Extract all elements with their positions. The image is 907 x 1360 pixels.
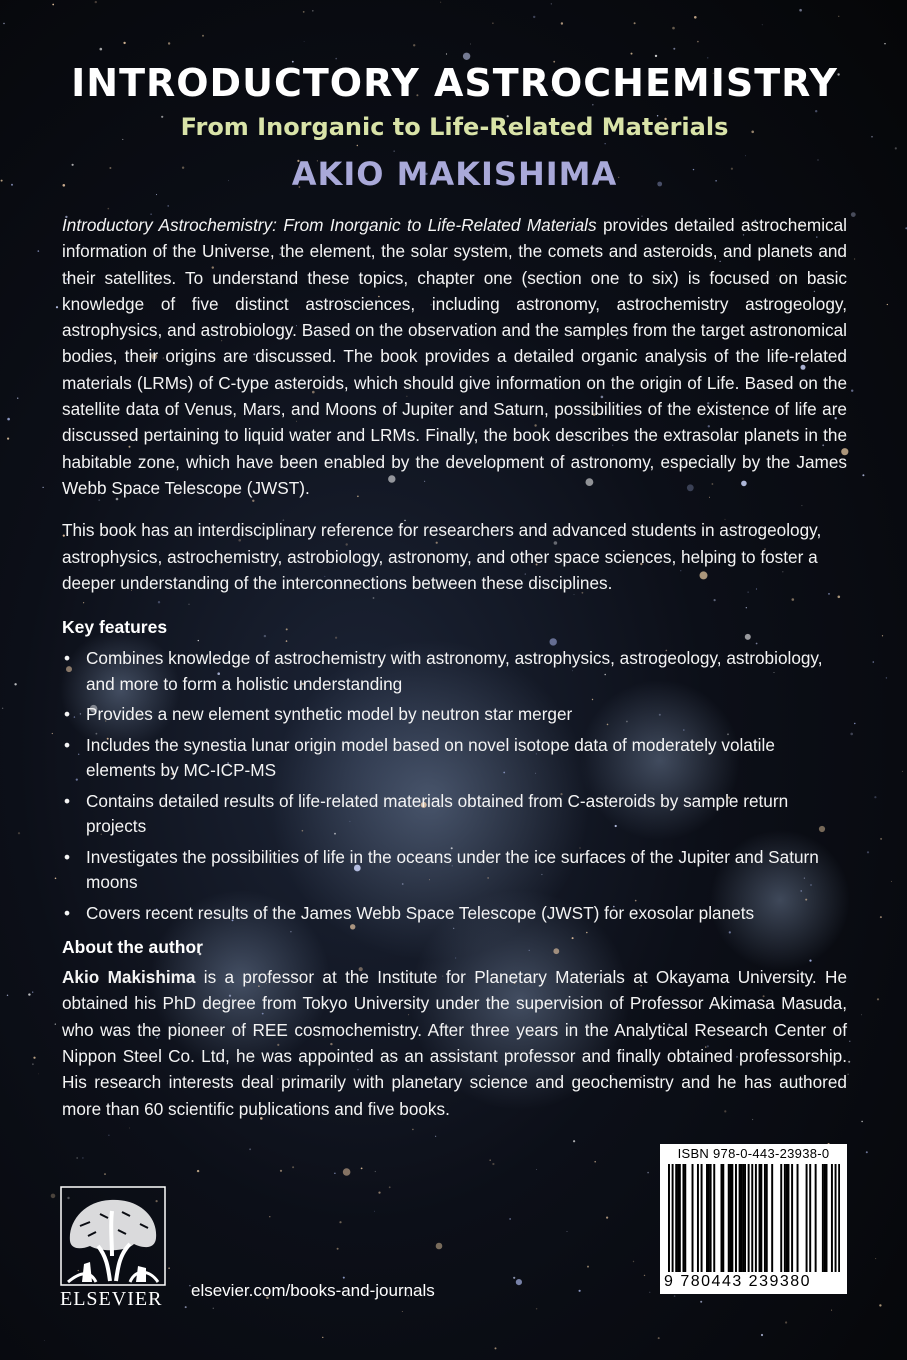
star <box>866 1151 868 1153</box>
star <box>470 44 471 45</box>
list-item: • Covers recent results of the James Webb Space Telescope (JWST) for exosolar planets <box>62 901 847 927</box>
star <box>123 42 125 44</box>
barcode-bar <box>701 1164 703 1272</box>
star <box>202 35 204 37</box>
star <box>886 677 887 678</box>
star <box>52 4 54 6</box>
star <box>799 9 802 12</box>
star <box>634 22 636 24</box>
publisher-website: elsevier.com/books-and-journals <box>191 1281 435 1300</box>
star <box>867 851 869 853</box>
star <box>672 27 675 30</box>
star <box>561 22 563 24</box>
bullet-icon: • <box>64 902 71 923</box>
star <box>213 1308 214 1309</box>
barcode-bar <box>822 1164 824 1272</box>
star <box>838 16 839 17</box>
barcode-bar <box>684 1164 686 1272</box>
star <box>337 1248 339 1250</box>
star <box>489 1159 491 1161</box>
bullet-icon: • <box>64 846 71 867</box>
star <box>633 1261 634 1262</box>
barcode-bar <box>730 1164 732 1272</box>
star <box>269 1216 270 1217</box>
description-paragraph-2: This book has an interdisciplinary reference for researchers and advanced students in astrogeology, astrophysics, astrochemistry, astrobiology, astronomy, and other space sciences, helping to foster a deeper understanding of the interconnections between these disciplines. <box>62 520 822 593</box>
barcode-bars <box>668 1164 840 1272</box>
barcode-bar <box>755 1164 757 1272</box>
bullet-icon: • <box>64 704 71 725</box>
barcode-bar <box>722 1164 724 1272</box>
star <box>573 1140 575 1142</box>
description-paragraph-1 <box>62 212 847 501</box>
list-item: • Includes the synestia lunar origin model based on novel isotope data of moderately volatile elements by MC-ICP-MS <box>64 734 775 781</box>
star <box>312 10 314 12</box>
author-bio-name: Akio Makishima <box>62 967 196 988</box>
star <box>18 832 20 834</box>
star <box>647 1172 649 1174</box>
barcode-bar <box>766 1164 768 1272</box>
barcode-bar <box>751 1164 753 1272</box>
star <box>495 1347 497 1349</box>
star <box>55 878 57 880</box>
star <box>303 11 305 13</box>
barcode-bar <box>791 1164 793 1272</box>
star <box>343 1277 345 1279</box>
barcode-digits: 9 780443 239380 <box>664 1273 812 1290</box>
star <box>168 42 170 44</box>
barcode-bar <box>679 1164 681 1272</box>
barcode-bar <box>728 1164 730 1272</box>
star <box>674 1295 676 1297</box>
star <box>594 1161 596 1163</box>
star <box>28 993 30 995</box>
star <box>7 418 10 421</box>
star <box>902 771 903 772</box>
star <box>887 304 888 305</box>
star <box>168 1267 170 1269</box>
star <box>882 635 883 636</box>
star <box>873 661 875 663</box>
star <box>55 1024 56 1025</box>
star <box>884 43 885 44</box>
star <box>851 212 856 217</box>
star <box>655 55 657 57</box>
barcode-bar <box>735 1164 737 1272</box>
star <box>280 1170 282 1172</box>
star <box>536 1169 537 1170</box>
star <box>185 1306 187 1308</box>
star <box>851 390 853 392</box>
star <box>197 1170 199 1172</box>
book-title: INTRODUCTORY ASTROCHEMISTRY <box>71 61 838 105</box>
star <box>861 1121 862 1122</box>
barcode-bar <box>668 1164 670 1272</box>
star <box>895 147 897 149</box>
barcode-bar <box>731 1164 733 1272</box>
star <box>658 1337 660 1339</box>
star <box>304 41 305 42</box>
star <box>697 41 699 43</box>
star <box>343 1168 351 1176</box>
star <box>2 708 3 709</box>
star <box>854 723 855 724</box>
star <box>38 1074 39 1075</box>
list-item: • Investigates the possibilities of life in the oceans under the ice surfaces of the Jupiter and Saturn moons <box>64 846 819 893</box>
barcode-bar <box>675 1164 677 1272</box>
star <box>108 1135 109 1136</box>
barcode-bar <box>824 1164 826 1272</box>
isbn-barcode <box>660 1144 847 1294</box>
star <box>849 1041 850 1042</box>
star <box>861 1014 862 1015</box>
star <box>292 1166 294 1168</box>
list-item: • Provides a new element synthetic model by neutron star merger <box>62 702 847 728</box>
barcode-bar <box>748 1164 750 1272</box>
star <box>761 1334 763 1336</box>
barcode-bar <box>742 1164 744 1272</box>
star <box>3 23 4 24</box>
star <box>673 48 675 50</box>
barcode-bar <box>682 1164 684 1272</box>
star <box>11 184 13 186</box>
star <box>440 2 441 3</box>
star <box>847 1074 848 1075</box>
star <box>322 1337 323 1338</box>
star <box>446 53 447 54</box>
barcode-bar <box>739 1164 741 1272</box>
barcode-bar <box>835 1164 837 1272</box>
barcode-bar <box>744 1164 746 1272</box>
star <box>644 1275 645 1276</box>
isbn-label: ISBN 978-0-443-23938-0 <box>677 1146 830 1161</box>
star <box>361 1168 363 1170</box>
barcode-bar <box>760 1164 762 1272</box>
star <box>831 1310 832 1311</box>
about-author-heading: About the author <box>62 937 203 958</box>
barcode-bar <box>786 1164 788 1272</box>
star <box>7 995 8 996</box>
star <box>435 1136 436 1137</box>
star <box>587 1266 589 1268</box>
barcode-bar <box>740 1164 742 1272</box>
star <box>82 1157 83 1158</box>
star <box>492 23 493 24</box>
barcode-bar <box>826 1164 828 1272</box>
star <box>104 1173 105 1174</box>
star <box>516 1279 522 1285</box>
barcode-bar <box>697 1164 699 1272</box>
star <box>875 1258 876 1259</box>
star <box>77 1158 78 1159</box>
barcode-bar <box>771 1164 773 1272</box>
barcode-bar <box>806 1164 808 1272</box>
barcode-bar <box>764 1164 766 1272</box>
star <box>785 1321 787 1323</box>
star <box>51 1194 56 1199</box>
star <box>44 1340 45 1341</box>
author-bio-text: is a professor at the Institute for Planetary Materials at Okayama University. He obtained his PhD degree from Tokyo University under the supervision of Professor Akimasa Masuda, who was the pioneer of REE cosmochemistry. After three years in the Analytical Research Center of Nippon Steel Co. Ltd, he was appointed as an assistant professor and finally obtained professorship. His research interests deal primarily with planetary science and geochemistry and he has authored more than 60 scientific publications and five books. <box>62 967 847 1119</box>
star <box>649 1292 650 1293</box>
barcode-bar <box>759 1164 761 1272</box>
star <box>854 259 855 260</box>
star <box>129 1128 130 1129</box>
bullet-icon: • <box>64 734 71 755</box>
star <box>536 1308 537 1309</box>
star <box>862 474 864 476</box>
star <box>848 1061 850 1063</box>
star <box>100 48 103 51</box>
star <box>7 438 9 440</box>
barcode-bar <box>713 1164 715 1272</box>
star <box>374 1211 375 1212</box>
key-features-list <box>62 646 847 926</box>
star <box>891 881 892 882</box>
star <box>413 44 415 46</box>
back-cover-content <box>62 58 847 1122</box>
star <box>700 1301 702 1303</box>
barcode-bar <box>809 1164 811 1272</box>
star <box>43 487 44 488</box>
star <box>32 992 33 993</box>
star <box>513 1277 515 1279</box>
description-text: provides detailed astrochemical information of the Universe, the element, the solar system, the comets and asteroids, and planets and their satellites. To understand these topics, chapter one (section one to six) is focused on basic knowledge of five distinct astrosciences, including astronomy, astrochemistry astrogeology, astrophysics, and astrobiology. Based on the observation and the samples from the target astronomical bodies, their origins are discussed. The book provides a detailed organic analysis of the life-related materials (LRMs) of C-type asteroids, which should give information on the origin of Life. Based on the satellite data of Venus, Mars, and Moons of Jupiter and Saturn, possibilities of the existence of life are discussed pertaining to liquid water and LRMs. Finally, the book describes the extrasolar planets in the habitable zone, which have been enabled by the development of astronomy, especially by the James Webb Space Telescope (JWST). <box>62 215 848 498</box>
star <box>32 1063 34 1065</box>
star <box>436 1243 443 1250</box>
star <box>551 3 552 4</box>
barcode-bar <box>815 1164 817 1272</box>
author-bio <box>62 964 847 1122</box>
star <box>877 998 879 1000</box>
star <box>95 1 97 3</box>
list-item: • Contains detailed results of life-related materials obtained from C-asteroids by sample return projects <box>64 790 789 837</box>
list-item: • Combines knowledge of astrochemistry with astronomy, astrophysics, astrogeology, astrobiology, and more to form a holistic understanding <box>64 648 823 694</box>
star <box>402 1311 403 1312</box>
star <box>567 1231 568 1232</box>
star <box>871 136 873 138</box>
barcode-bar <box>797 1164 799 1272</box>
star <box>389 1186 391 1188</box>
star <box>509 1218 510 1219</box>
barcode-bar <box>692 1164 694 1272</box>
star <box>874 796 876 798</box>
star <box>631 53 633 55</box>
book-title-italic: Introductory Astrochemistry: From Inorganic to Life-Related Materials <box>62 215 597 235</box>
star <box>880 838 882 840</box>
star <box>334 1173 335 1174</box>
star <box>694 16 697 19</box>
star <box>33 1057 35 1059</box>
star <box>579 1290 581 1292</box>
star <box>378 1192 380 1194</box>
star <box>533 16 535 18</box>
barcode-bar <box>677 1164 679 1272</box>
star <box>17 398 18 399</box>
star <box>850 733 853 736</box>
barcode-bar <box>706 1164 708 1272</box>
barcode-bar <box>721 1164 723 1272</box>
barcode-bar <box>831 1164 833 1272</box>
star <box>52 733 53 734</box>
barcode-bar <box>787 1164 789 1272</box>
barcode-bar <box>710 1164 712 1272</box>
star <box>1 180 3 182</box>
barcode-bar <box>780 1164 782 1272</box>
star <box>880 916 882 918</box>
barcode-bar <box>672 1164 674 1272</box>
star <box>879 1304 881 1306</box>
publisher-name: ELSEVIER <box>60 1288 163 1310</box>
star <box>339 1221 341 1223</box>
bullet-icon: • <box>64 790 71 811</box>
star <box>606 1217 608 1219</box>
bullet-icon: • <box>64 648 71 669</box>
author-name: AKIO MAKISHIMA <box>291 155 618 193</box>
barcode-bar <box>784 1164 786 1272</box>
key-features-heading: Key features <box>62 617 168 638</box>
barcode-bar <box>708 1164 710 1272</box>
star <box>249 1148 251 1150</box>
star <box>412 1129 414 1131</box>
barcode-bar <box>838 1164 840 1272</box>
star <box>14 683 16 685</box>
star <box>492 1163 494 1165</box>
star <box>38 250 40 252</box>
book-subtitle: From Inorganic to Life-Related Materials <box>180 113 729 141</box>
star <box>762 24 763 25</box>
star <box>56 306 58 308</box>
star <box>375 1171 376 1172</box>
